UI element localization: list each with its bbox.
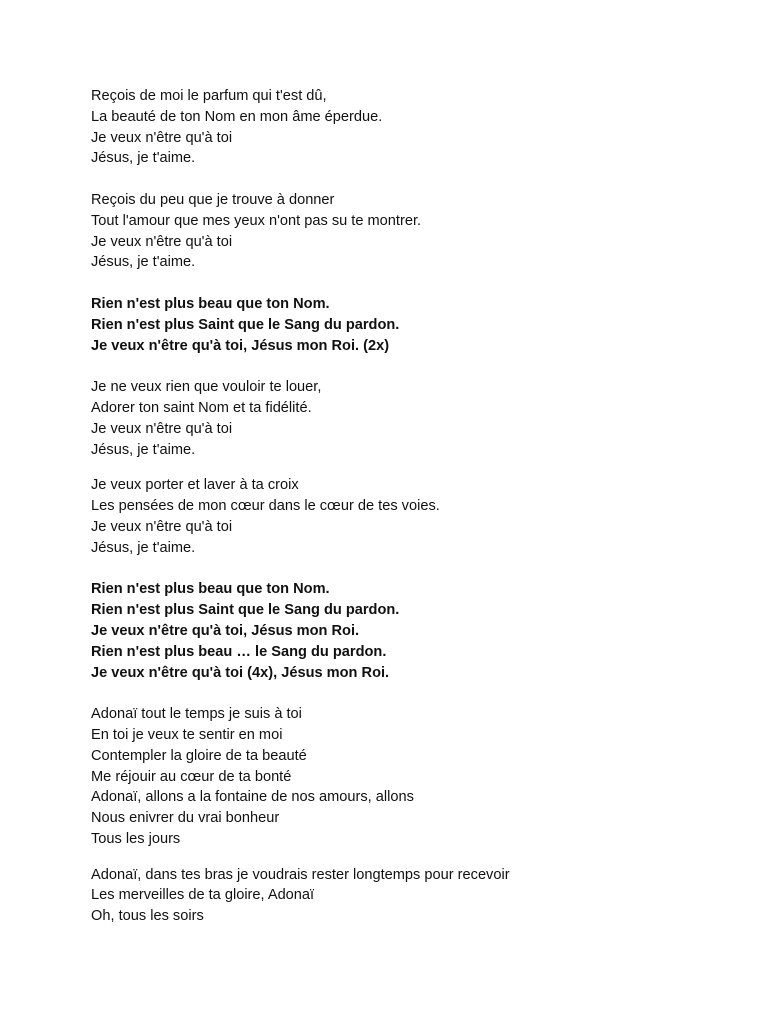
stanza-5 — [91, 704, 731, 850]
chorus-2-line-1: Rien n'est plus beau que ton Nom. — [91, 581, 330, 598]
stanza-6-line-2: Les merveilles de ta gloire, Adonaï — [91, 887, 315, 904]
stanza-3-line-2: Adorer ton saint Nom et ta fidélité. — [91, 399, 312, 416]
stanza-spacer — [91, 460, 731, 475]
stanza-2-line-1: Reçois du peu que je trouve à donner — [91, 191, 335, 208]
stanza-spacer — [91, 683, 731, 704]
chorus-2-line-4: Rien n'est plus beau … le Sang du pardon. — [91, 643, 387, 660]
stanza-2-line-3: Je veux n'être qu'à toi — [91, 233, 233, 250]
stanza-1 — [91, 86, 731, 169]
stanza-spacer — [91, 169, 731, 190]
stanza-5-line-7: Tous les jours — [91, 830, 181, 847]
stanza-5-line-1: Adonaï tout le temps je suis à toi — [91, 706, 302, 723]
stanza-5-line-5: Adonaï, allons a la fontaine de nos amours, allons — [91, 789, 414, 806]
stanza-4 — [91, 475, 731, 558]
chorus-1-line-3: Je veux n'être qu'à toi, Jésus mon Roi. (2x) — [91, 337, 390, 354]
stanza-2-line-4: Jésus, je t'aime. — [91, 254, 196, 271]
stanza-5-line-6: Nous enivrer du vrai bonheur — [91, 810, 280, 827]
stanza-2-line-2: Tout l'amour que mes yeux n'ont pas su te montrer. — [91, 212, 422, 229]
stanza-5-line-3: Contempler la gloire de ta beauté — [91, 747, 307, 764]
stanza-6-line-1: Adonaï, dans tes bras je voudrais rester longtemps pour recevoir — [91, 866, 510, 883]
stanza-2 — [91, 190, 731, 273]
stanza-1-line-4: Jésus, je t'aime. — [91, 150, 196, 167]
stanza-4-line-3: Je veux n'être qu'à toi — [91, 518, 233, 535]
chorus-2-line-2: Rien n'est plus Saint que le Sang du pardon. — [91, 602, 400, 619]
chorus-1-line-1: Rien n'est plus beau que ton Nom. — [91, 295, 330, 312]
stanza-5-line-2: En toi je veux te sentir en moi — [91, 726, 283, 743]
stanza-4-line-2: Les pensées de mon cœur dans le cœur de tes voies. — [91, 498, 440, 515]
chorus-2 — [91, 579, 731, 683]
chorus-2-line-5: Je veux n'être qu'à toi (4x), Jésus mon Roi. — [91, 664, 390, 681]
stanza-4-line-4: Jésus, je t'aime. — [91, 539, 196, 556]
stanza-3 — [91, 377, 731, 460]
stanza-3-line-3: Je veux n'être qu'à toi — [91, 420, 233, 437]
chorus-2-line-3: Je veux n'être qu'à toi, Jésus mon Roi. — [91, 622, 360, 639]
stanza-1-line-3: Je veux n'être qu'à toi — [91, 129, 233, 146]
stanza-6 — [91, 865, 731, 927]
stanza-spacer — [91, 356, 731, 377]
stanza-spacer — [91, 850, 731, 865]
lyrics-body — [91, 86, 731, 927]
stanza-6-line-3: Oh, tous les soirs — [91, 908, 204, 925]
stanza-3-line-1: Je ne veux rien que vouloir te louer, — [91, 379, 322, 396]
stanza-1-line-1: Reçois de moi le parfum qui t'est dû, — [91, 88, 327, 104]
stanza-4-line-1: Je veux porter et laver à ta croix — [91, 477, 299, 494]
stanza-5-line-4: Me réjouir au cœur de ta bonté — [91, 768, 292, 785]
stanza-1-line-2: La beauté de ton Nom en mon âme éperdue. — [91, 108, 383, 125]
stanza-spacer — [91, 559, 731, 580]
stanza-spacer — [91, 273, 731, 294]
chorus-1 — [91, 294, 731, 356]
chorus-1-line-2: Rien n'est plus Saint que le Sang du pardon. — [91, 316, 400, 333]
stanza-3-line-4: Jésus, je t'aime. — [91, 441, 196, 458]
